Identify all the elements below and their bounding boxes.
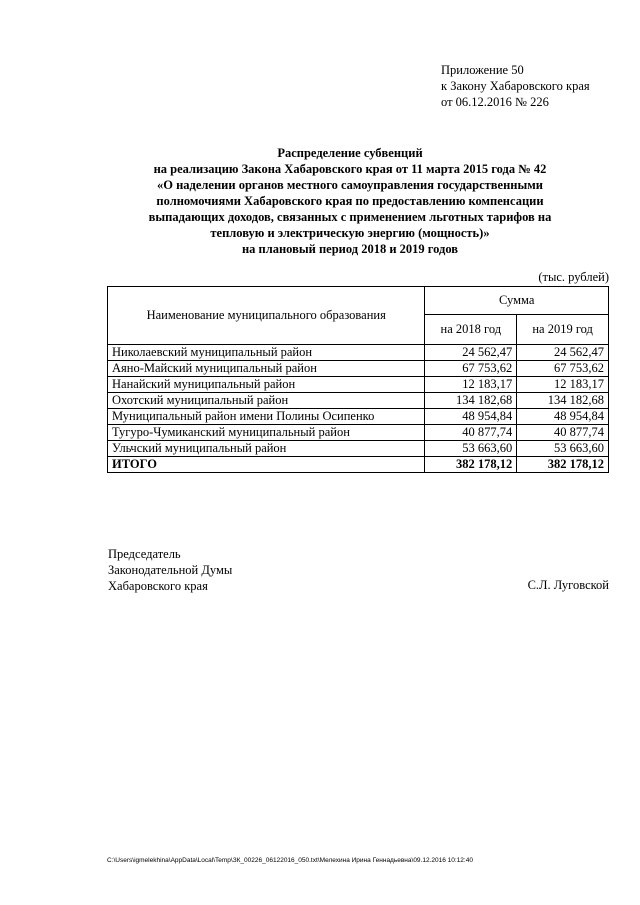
signature-block bbox=[108, 546, 232, 594]
row-2018: 67 753,62 bbox=[425, 361, 517, 377]
row-name: Николаевский муниципальный район bbox=[108, 345, 425, 361]
title-line-3: «О наделении органов местного самоуправления государственными bbox=[157, 178, 543, 192]
row-name: Аяно-Майский муниципальный район bbox=[108, 361, 425, 377]
subsidy-table bbox=[107, 286, 609, 473]
row-2018: 40 877,74 bbox=[425, 425, 517, 441]
total-2019: 382 178,12 bbox=[517, 457, 609, 473]
table-header-row bbox=[108, 287, 609, 315]
title-line-5: выпадающих доходов, связанных с применением льготных тарифов на bbox=[148, 210, 552, 224]
row-2019: 53 663,60 bbox=[517, 441, 609, 457]
row-name: Ульчский муниципальный район bbox=[108, 441, 425, 457]
header-municipality: Наименование муниципального образования bbox=[108, 287, 425, 345]
appendix-block bbox=[441, 62, 590, 110]
title-line-4: полномочиями Хабаровского края по предоставлению компенсации bbox=[156, 194, 544, 208]
appendix-line-2: к Закону Хабаровского края bbox=[441, 79, 590, 93]
row-name: Муниципальный район имени Полины Осипенко bbox=[108, 409, 425, 425]
row-2019: 48 954,84 bbox=[517, 409, 609, 425]
table-row bbox=[108, 345, 609, 361]
row-2018: 134 182,68 bbox=[425, 393, 517, 409]
title-line-1: Распределение субвенций bbox=[277, 146, 423, 160]
total-label: ИТОГО bbox=[108, 457, 425, 473]
row-2018: 12 183,17 bbox=[425, 377, 517, 393]
appendix-line-1: Приложение 50 bbox=[441, 63, 524, 77]
document-title bbox=[100, 145, 600, 257]
appendix-line-3: от 06.12.2016 № 226 bbox=[441, 95, 549, 109]
table-row bbox=[108, 425, 609, 441]
row-name: Тугуро-Чумиканский муниципальный район bbox=[108, 425, 425, 441]
signer-name: С.Л. Луговской bbox=[527, 578, 609, 592]
row-name: Охотский муниципальный район bbox=[108, 393, 425, 409]
header-2018: на 2018 год bbox=[425, 315, 517, 345]
row-2018: 48 954,84 bbox=[425, 409, 517, 425]
row-2018: 24 562,47 bbox=[425, 345, 517, 361]
row-2019: 12 183,17 bbox=[517, 377, 609, 393]
table-row bbox=[108, 361, 609, 377]
table-row bbox=[108, 409, 609, 425]
total-2018: 382 178,12 bbox=[425, 457, 517, 473]
row-name: Нанайский муниципальный район bbox=[108, 377, 425, 393]
header-2019: на 2019 год bbox=[517, 315, 609, 345]
table-row bbox=[108, 377, 609, 393]
row-2019: 40 877,74 bbox=[517, 425, 609, 441]
row-2018: 53 663,60 bbox=[425, 441, 517, 457]
table-row bbox=[108, 441, 609, 457]
header-sum: Сумма bbox=[425, 287, 609, 315]
row-2019: 24 562,47 bbox=[517, 345, 609, 361]
signature-line-3: Хабаровского края bbox=[108, 579, 208, 593]
signature-line-1: Председатель bbox=[108, 547, 181, 561]
title-line-6: тепловую и электрическую энергию (мощность)» bbox=[210, 226, 490, 240]
table-row bbox=[108, 393, 609, 409]
row-2019: 134 182,68 bbox=[517, 393, 609, 409]
units-label: (тыс. рублей) bbox=[538, 270, 609, 284]
signature-line-2: Законодательной Думы bbox=[108, 563, 233, 577]
title-line-7: на плановый период 2018 и 2019 годов bbox=[241, 242, 459, 256]
table-total-row bbox=[108, 457, 609, 473]
row-2019: 67 753,62 bbox=[517, 361, 609, 377]
file-path-footer: C:\Users\igmelekhina\AppData\Local\Temp\ЗК_00226_06122016_050.txt\Мелехина Ирина Геннадьевна\09.12.2016 10:12:40 bbox=[107, 857, 473, 864]
title-line-2: на реализацию Закона Хабаровского края от 11 марта 2015 года № 42 bbox=[153, 162, 547, 176]
